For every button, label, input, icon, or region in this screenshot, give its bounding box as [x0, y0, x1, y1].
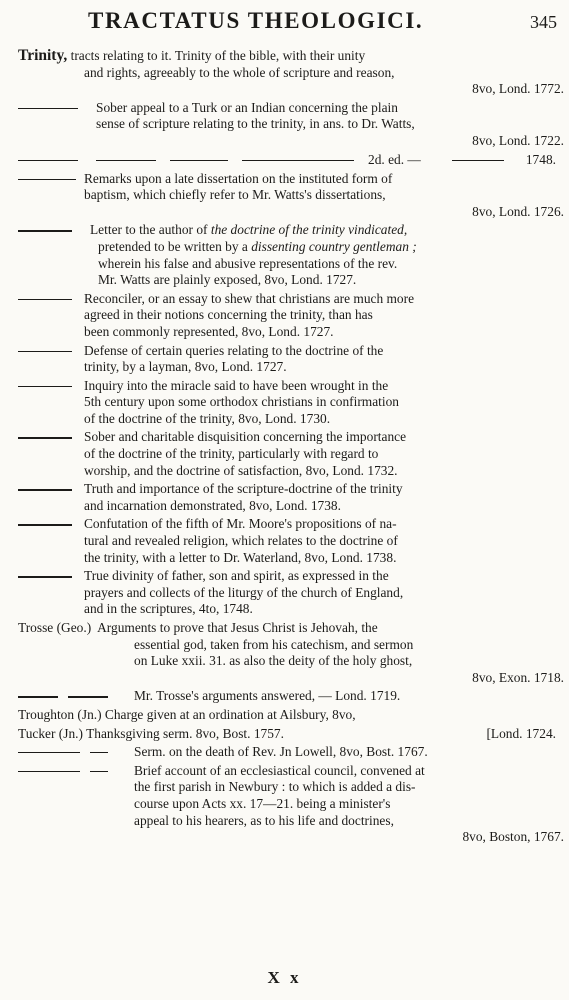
list-item [18, 291, 564, 341]
list-item [18, 100, 564, 150]
entry-line: of the doctrine of the trinity, particularly with regard to [84, 446, 379, 462]
ditto-dash [242, 160, 354, 161]
ditto-dash [68, 696, 108, 697]
entry-line: the first parish in Newbury : to which is added a dis- [134, 779, 416, 795]
list-item [18, 620, 564, 686]
entry-line: Sober appeal to a Turk or an Indian concerning the plain [96, 99, 398, 115]
entry-line: of the doctrine of the trinity, 8vo, Lond. 1730. [84, 410, 331, 426]
ditto-dash [18, 108, 78, 109]
entry-line: 1748. [525, 151, 556, 167]
entry-line: Tucker (Jn.) Thanksgiving serm. 8vo, Bost. 1757. [18, 725, 284, 741]
list-item [18, 744, 564, 761]
entry-line: Inquiry into the miracle said to have been wrought in the [84, 377, 389, 393]
list-item [18, 48, 564, 98]
entry-line: Mr. Trosse's arguments answered, — Lond. 1719. [134, 688, 401, 704]
list-item [18, 343, 564, 376]
list-item [18, 152, 564, 169]
entry-line: pretended to be written by a [98, 238, 252, 254]
entry-line: and rights, agreeably to the whole of scripture and reason, [84, 64, 395, 80]
entry-line: 8vo, Lond. 1722. [472, 132, 564, 148]
entry-heading: Trosse (Geo.) [18, 620, 92, 635]
ditto-dash [18, 179, 76, 180]
entry-line: agreed in their notions concerning the trinity, than has [84, 307, 373, 323]
ditto-dash [452, 160, 504, 161]
list-item [18, 763, 564, 846]
entry-line: 2d. ed. — [368, 151, 421, 167]
entry-line: tural and revealed religion, which relates to the doctrine of [84, 533, 398, 549]
entry-line: Remarks upon a late dissertation on the instituted form of [84, 170, 393, 186]
entry-heading: Trinity, [18, 47, 68, 64]
entry-line: Confutation of the fifth of Mr. Moore's propositions of na- [84, 516, 397, 532]
entry-line: and incarnation demonstrated, 8vo, Lond. 1738. [84, 497, 341, 513]
ditto-dash [18, 576, 72, 577]
entry-line: the trinity, with a letter to Dr. Waterland, 8vo, Lond. 1738. [84, 549, 397, 565]
page-number: 345 [530, 12, 557, 32]
ditto-dash [18, 524, 72, 525]
entry-line: Letter to the author of [90, 222, 211, 238]
entry-line: tracts relating to it. Trinity of the bible, with their unity [70, 48, 366, 63]
entry-line: course upon Acts xx. 17—21. being a minister's [134, 795, 391, 811]
ditto-dash [18, 386, 72, 387]
ditto-dash [18, 160, 78, 161]
running-title: TRACTATUS THEOLOGICI. [88, 8, 424, 33]
list-item [18, 707, 564, 724]
list-item [18, 568, 564, 618]
entry-line: 8vo, Lond. 1726. [472, 203, 564, 219]
entry-line: wherein his false and abusive representations of the rev. [98, 255, 398, 271]
title-italic: dissenting country gentleman ; [251, 238, 417, 254]
list-item [18, 688, 564, 705]
title-italic: the doctrine of the trinity vindicated, [210, 222, 408, 238]
entry-line: trinity, by a layman, 8vo, Lond. 1727. [84, 359, 287, 375]
ditto-dash [18, 437, 72, 438]
entry-line: Reconciler, or an essay to shew that christians are much more [84, 290, 415, 306]
entry-line: worship, and the doctrine of satisfaction, 8vo, Lond. 1732. [84, 462, 398, 478]
entry-line: Troughton (Jn.) Charge given at an ordination at Ailsbury, 8vo, [18, 706, 356, 722]
ditto-dash [96, 160, 156, 161]
entry-line: Serm. on the death of Rev. Jn Lowell, 8vo, Bost. 1767. [134, 744, 428, 760]
list-item [18, 429, 564, 479]
entry-line: Mr. Watts are plainly exposed, 8vo, Lond. 1727. [98, 272, 357, 288]
ditto-dash [18, 489, 72, 490]
signature-mark: X x [267, 968, 302, 987]
ditto-dash [18, 230, 72, 231]
list-item [18, 726, 564, 743]
entry-line: sense of scripture relating to the trinity, in ans. to Dr. Watts, [96, 116, 415, 132]
entry-line: essential god, taken from his catechism, and sermon [134, 636, 414, 652]
ditto-dash [18, 299, 72, 300]
entry-line: 8vo, Boston, 1767. [462, 829, 564, 845]
ditto-dash [18, 771, 80, 772]
entry-line: Defense of certain queries relating to the doctrine of the [84, 342, 384, 358]
ditto-dash [18, 696, 58, 697]
entry-line: 8vo, Exon. 1718. [472, 669, 564, 685]
entry-line: prayers and collects of the liturgy of the church of England, [84, 584, 404, 600]
entry-line: Arguments to prove that Jesus Christ is Jehovah, the [97, 620, 378, 635]
entry-line: True divinity of father, son and spirit, as expressed in the [84, 568, 389, 584]
entry-line: baptism, which chiefly refer to Mr. Watts's dissertations, [84, 187, 386, 203]
ditto-dash [90, 771, 108, 772]
ditto-dash [18, 351, 72, 352]
entry-line: been commonly represented, 8vo, Lond. 1727. [84, 323, 334, 339]
bibliography-entries [18, 48, 564, 848]
entry-line: Brief account of an ecclesiastical council, convened at [134, 762, 425, 778]
entry-line: and in the scriptures, 4to, 1748. [84, 601, 253, 617]
entry-line: Truth and importance of the scripture-doctrine of the trinity [84, 481, 403, 497]
page-header [0, 6, 569, 46]
entry-line: 5th century upon some orthodox christians in confirmation [84, 394, 399, 410]
list-item [18, 481, 564, 514]
ditto-dash [170, 160, 228, 161]
entry-line: appeal to his hearers, as to his life and doctrines, [134, 812, 394, 828]
list-item [18, 516, 564, 566]
list-item [18, 378, 564, 428]
ditto-dash [18, 752, 80, 753]
entry-line: 8vo, Lond. 1772. [472, 81, 564, 97]
list-item [18, 171, 564, 221]
entry-line: on Luke xxii. 31. as also the deity of the holy ghost, [134, 653, 413, 669]
list-item [18, 222, 564, 288]
ditto-dash [90, 752, 108, 753]
entry-line: Sober and charitable disquisition concerning the importance [84, 429, 407, 445]
entry-line: [Lond. 1724. [486, 725, 556, 741]
